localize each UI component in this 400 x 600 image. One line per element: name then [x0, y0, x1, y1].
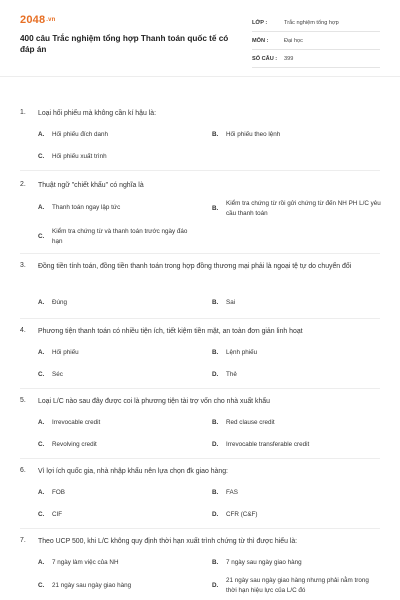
question-5: [20, 397, 380, 407]
question-number: 5.: [20, 397, 26, 404]
meta-row-count: [252, 50, 380, 68]
answer-option[interactable]: [38, 440, 198, 450]
answer-letter: D.: [212, 582, 219, 589]
question-6: [20, 467, 380, 477]
answer-option[interactable]: [212, 576, 380, 596]
question-divider: [20, 388, 380, 389]
answer-option[interactable]: [38, 298, 198, 308]
answer-letter: B.: [212, 299, 219, 306]
question-divider: [20, 458, 380, 459]
answer-option[interactable]: [38, 418, 198, 428]
site-logo[interactable]: [20, 14, 56, 26]
answer-letter: A.: [38, 559, 45, 566]
page-header: [0, 0, 400, 76]
question-text: Theo UCP 500, khi L/C không quy định thời hạn xuất trình chứng từ thì được hiểu là:: [38, 538, 298, 545]
document-meta: [252, 14, 380, 68]
question-number: 4.: [20, 327, 26, 334]
answer-letter: C.: [38, 371, 45, 378]
answer-text: Revolving credit: [52, 441, 97, 448]
question-text: Loại L/C nào sau đây được coi là phương tiện tài trợ vốn cho nhà xuất khẩu: [38, 398, 270, 405]
answer-letter: C.: [38, 153, 45, 160]
answer-option[interactable]: [38, 576, 198, 596]
answer-text: Lệnh phiếu: [226, 349, 258, 356]
answer-option[interactable]: [212, 558, 380, 568]
answer-letter: A.: [38, 299, 45, 306]
question-number: 3.: [20, 262, 26, 269]
meta-label: MÔN :: [252, 37, 269, 44]
answer-text: Hối phiếu xuất trình: [52, 153, 107, 160]
answer-option[interactable]: [38, 510, 198, 520]
answer-text: Thẻ: [226, 371, 237, 378]
answer-letter: D.: [212, 441, 219, 448]
meta-row-class: [252, 14, 380, 32]
question-text: Phương tiện thanh toán có nhiều tiện ích, tiết kiệm tiền mặt, an toàn đơn giản linh hoạt: [38, 328, 303, 335]
answer-text: Red clause credit: [226, 419, 275, 426]
answer-text: Kiểm tra chứng từ rồi gửi chứng từ đến NH PH L/C yêu cầu thanh toán: [226, 200, 381, 217]
answer-option[interactable]: [38, 370, 198, 380]
question-divider: [20, 528, 380, 529]
question-text: Thuật ngữ "chiết khấu" có nghĩa là: [38, 182, 144, 189]
question-text: Loại hối phiếu mà không cần kí hậu là:: [38, 110, 156, 117]
answer-option[interactable]: [212, 370, 380, 380]
answer-option[interactable]: [38, 203, 198, 213]
answer-option[interactable]: [38, 348, 198, 358]
meta-label: LỚP :: [252, 19, 268, 26]
answer-text: 7 ngày làm việc của NH: [52, 559, 119, 566]
answer-option[interactable]: [38, 130, 198, 140]
logo-text: 2048: [20, 14, 46, 26]
answer-option[interactable]: [212, 510, 380, 520]
answer-letter: A.: [38, 349, 45, 356]
answer-text: Thanh toán ngay lập tức: [52, 204, 121, 211]
answer-option[interactable]: [212, 298, 380, 308]
answer-text: CIF: [52, 511, 63, 518]
answer-option[interactable]: [38, 488, 198, 498]
question-number: 6.: [20, 467, 26, 474]
question-divider: [20, 170, 380, 171]
meta-value: Đại học: [284, 37, 303, 44]
answer-option[interactable]: [38, 558, 198, 568]
question-number: 7.: [20, 537, 26, 544]
answer-letter: B.: [212, 131, 219, 138]
question-2: [20, 181, 380, 191]
answer-text: FAS: [226, 489, 238, 496]
answer-text: Đúng: [52, 299, 68, 306]
answer-letter: B.: [212, 489, 219, 496]
answer-option[interactable]: [212, 130, 380, 140]
answer-option[interactable]: [212, 348, 380, 358]
answer-text: Kiểm tra chứng từ và thanh toán trước ngày đáo hạn: [52, 228, 188, 245]
answer-text: Hối phiếu theo lệnh: [226, 131, 281, 138]
answer-text: 21 ngày sau ngày giao hàng: [52, 582, 132, 589]
answer-letter: D.: [212, 511, 219, 518]
answer-option[interactable]: [212, 418, 380, 428]
answer-letter: A.: [38, 204, 45, 211]
question-7: [20, 537, 380, 547]
answer-text: Hối phiếu đích danh: [52, 131, 109, 138]
question-1: [20, 109, 380, 119]
answer-option[interactable]: [212, 440, 380, 450]
answer-text: Sai: [226, 299, 236, 306]
answer-option[interactable]: [38, 227, 198, 247]
answer-letter: C.: [38, 511, 45, 518]
answer-letter: A.: [38, 489, 45, 496]
answer-text: Hối phiếu: [52, 349, 79, 356]
answer-text: 7 ngày sau ngày giao hàng: [226, 559, 302, 566]
header-divider: [0, 76, 400, 77]
answer-option[interactable]: [212, 199, 382, 219]
logo-domain: .vn: [46, 17, 56, 24]
answer-letter: C.: [38, 233, 45, 240]
answer-letter: B.: [212, 205, 219, 212]
answer-letter: A.: [38, 419, 45, 426]
question-divider: [20, 253, 380, 254]
answer-text: Irrevocable transferable credit: [226, 441, 310, 448]
meta-label: SỐ CÂU :: [252, 55, 278, 62]
question-divider: [20, 318, 380, 319]
meta-value: 399: [284, 55, 294, 62]
answer-text: Irrevocable credit: [52, 419, 101, 426]
page-title: 400 câu Trắc nghiệm tổng hợp Thanh toán quốc tế có đáp án: [20, 34, 229, 54]
meta-row-subject: [252, 32, 380, 50]
answer-letter: A.: [38, 131, 45, 138]
answer-letter: C.: [38, 441, 45, 448]
answer-letter: D.: [212, 371, 219, 378]
answer-option[interactable]: [38, 152, 198, 162]
meta-value: Trắc nghiệm tổng hợp: [284, 19, 339, 26]
question-text: Đồng tiền tính toán, đồng tiền thanh toán trong hợp đồng thương mại phải là ngoại tệ tự do chuyển đổi: [38, 263, 352, 270]
question-4: [20, 327, 380, 337]
answer-letter: B.: [212, 349, 219, 356]
question-text: Vì lợi ích quốc gia, nhà nhập khẩu nên lựa chọn đk giao hàng:: [38, 468, 228, 475]
answer-text: FOB: [52, 489, 65, 496]
answer-letter: B.: [212, 419, 219, 426]
answer-letter: B.: [212, 559, 219, 566]
question-number: 2.: [20, 181, 26, 188]
question-3: [20, 262, 380, 272]
answer-option[interactable]: [212, 488, 380, 498]
answer-text: CFR (C&F): [226, 511, 258, 518]
answer-letter: C.: [38, 582, 45, 589]
question-number: 1.: [20, 109, 26, 116]
answer-text: Séc: [52, 371, 63, 378]
answer-text: 21 ngày sau ngày giao hàng nhưng phải nằm trong thời hạn hiệu lực của L/C đó: [226, 577, 369, 594]
